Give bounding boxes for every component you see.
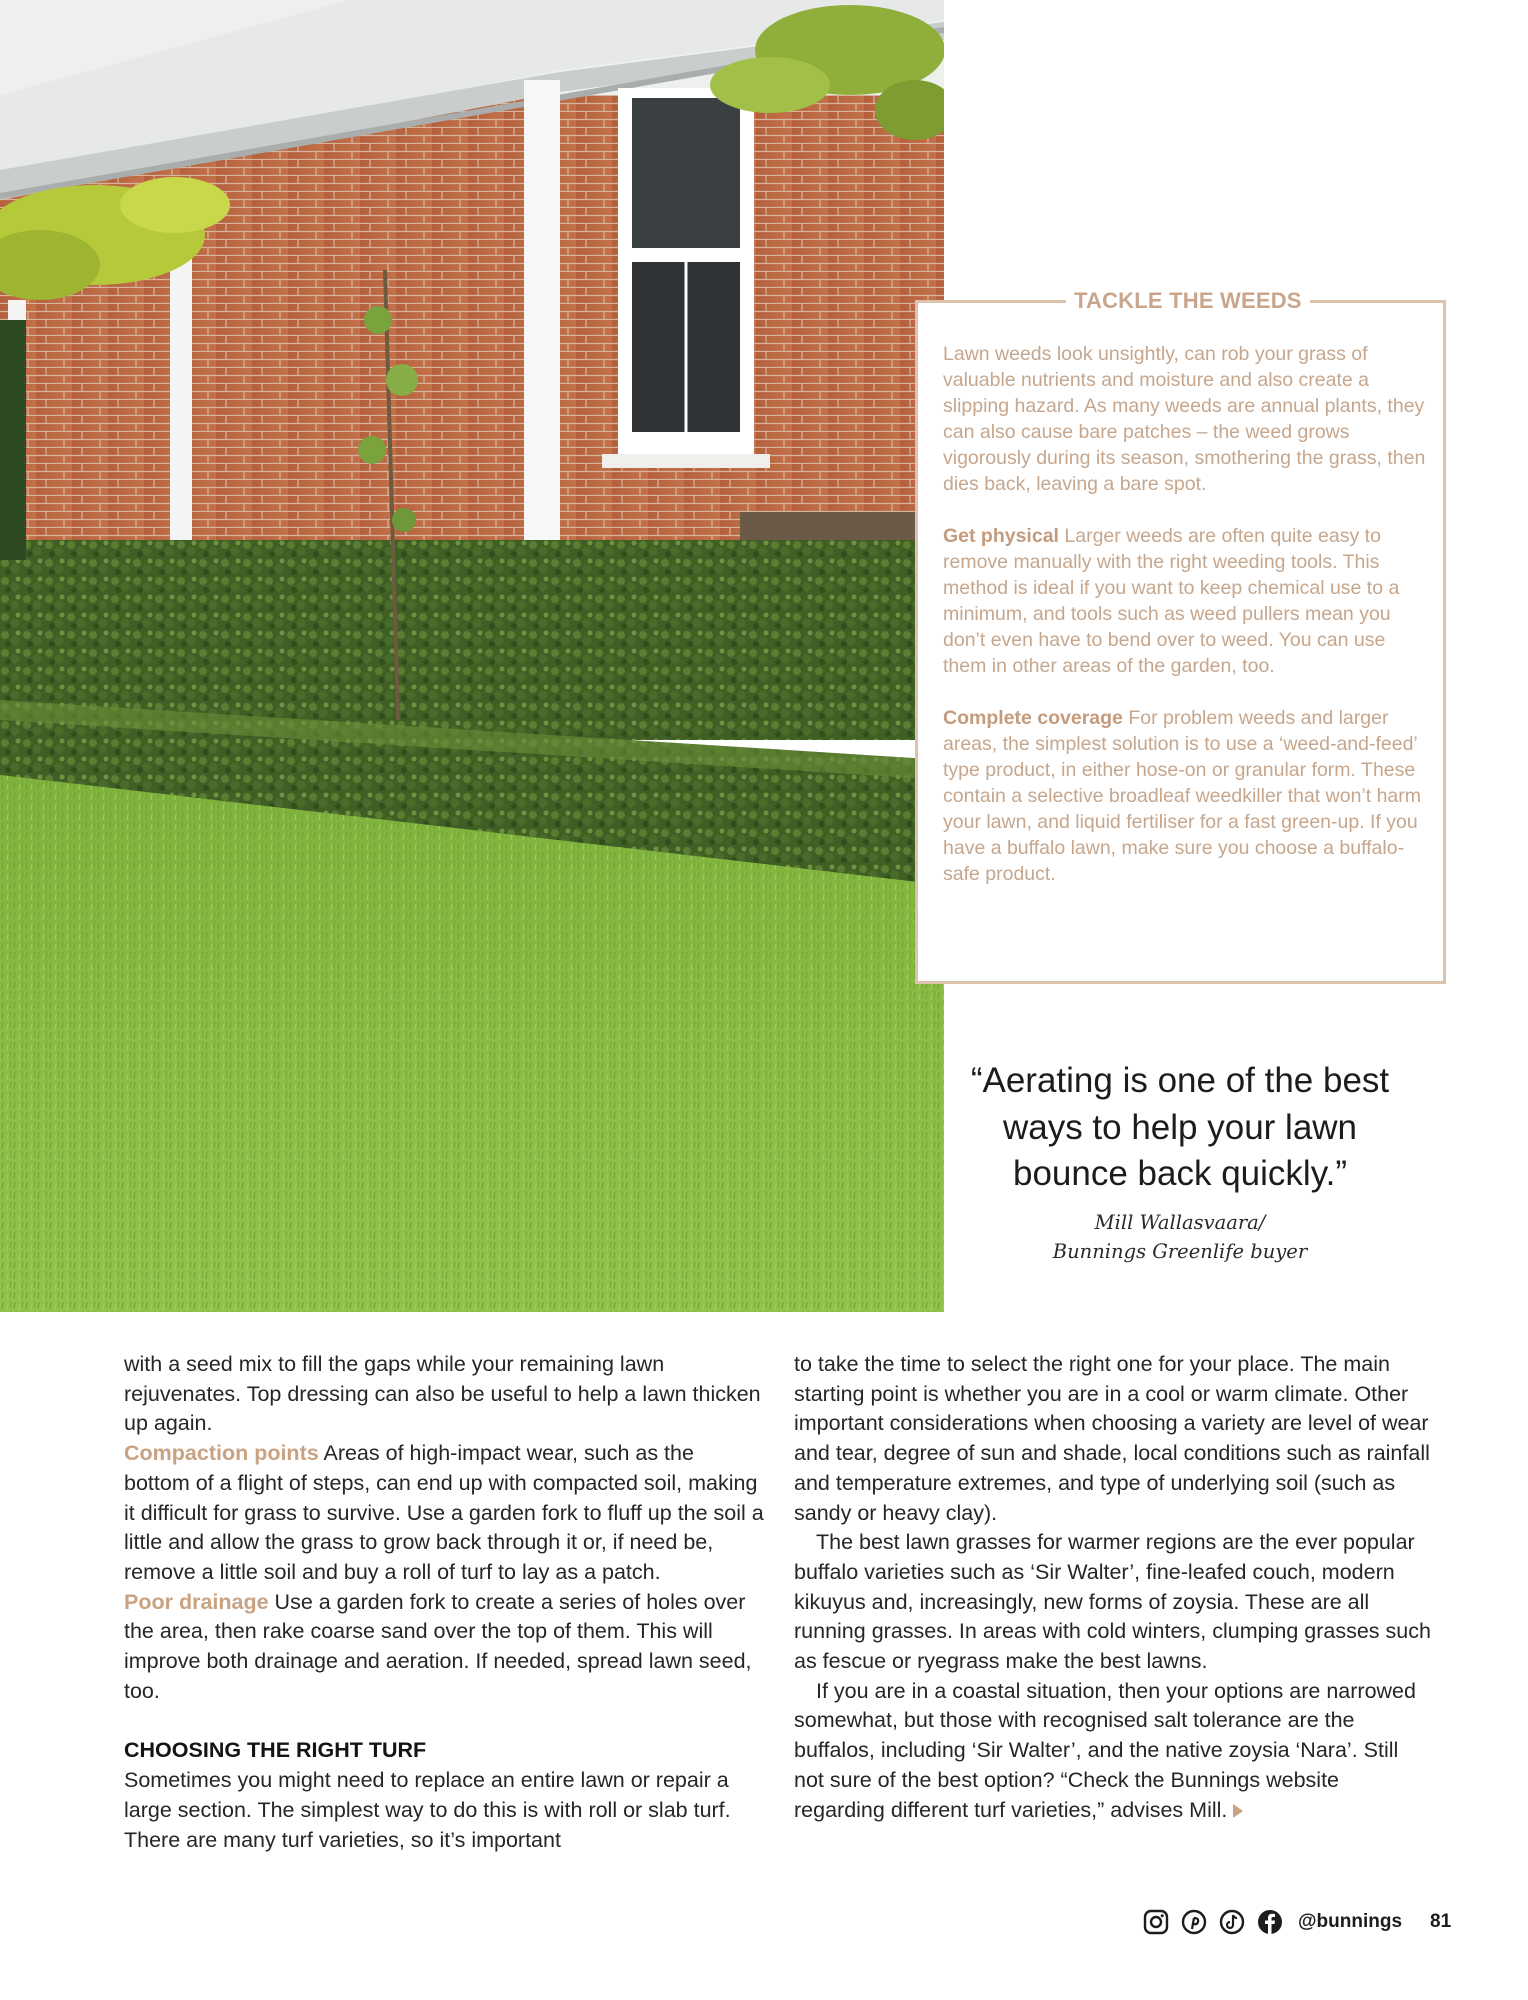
- sidebar-title: TACKLE THE WEEDS: [1066, 287, 1310, 315]
- pinterest-icon[interactable]: [1180, 1908, 1208, 1936]
- subhead-lead: Compaction points: [124, 1441, 319, 1466]
- paragraph-text: Areas of high-impact wear, such as the bottom of a flight of steps, can end up with compacted soil, making it difficult for grass to survive. Use a garden fork to fluff up the soil a little and allow the grass to grow back through it or, if need be, remove a little soil and buy a roll of turf to lay as a patch.: [124, 1441, 764, 1584]
- paragraph: with a seed mix to fill the gaps while your remaining lawn rejuvenates. Top dressing can also be useful to help a lawn thicken up again.: [124, 1352, 761, 1436]
- paragraph-last: [794, 1677, 1434, 1826]
- sidebar-body: [943, 341, 1431, 913]
- poor-drainage-paragraph: [124, 1588, 764, 1707]
- pull-quote-attribution: [944, 1208, 1416, 1266]
- sidebar-section-text: For problem weeds and larger areas, the simplest solution is to use a ‘weed-and-feed’ type product, in either hose-on or granular form. These contain a selective broadleaf weedkiller that won’t harm your lawn, and liquid fertiliser for a fast green-up. If you have a buffalo lawn, make sure you choose a buffalo-safe product.: [943, 707, 1422, 885]
- sidebar-section-complete-coverage: [943, 705, 1431, 887]
- sidebar-section-lead: Complete coverage: [943, 707, 1123, 729]
- facebook-icon[interactable]: [1256, 1908, 1284, 1936]
- compaction-points-paragraph: [124, 1439, 764, 1588]
- paragraph-text: Use a garden fork to create a series of holes over the area, then rake coarse sand over the top of them. This will improve both drainage and aeration. If needed, spread lawn seed, too.: [124, 1589, 752, 1703]
- paragraph-text: If you are in a coastal situation, then your options are narrowed somewhat, but those with recognised salt tolerance are the buffalos, including ‘Sir Walter’, and the native zoysia ‘Nara’. Still not sure of the best option? “Check the Bunnings website regarding different turf varieties,” advises Mill.: [794, 1678, 1416, 1822]
- sidebar-section-get-physical: [943, 523, 1431, 679]
- paragraph: to take the time to select the right one for your place. The main starting point is whether you are in a cool or warm climate. Other important considerations when choosing a variety are level of wear and tear, degree of sun and shade, local conditions such as rainfall and temperature extremes, and type of underlying soil (such as sandy or heavy clay).: [794, 1352, 1430, 1525]
- paragraph: Sometimes you might need to replace an entire lawn or repair a large section. The simplest way to do this is with roll or slab turf. There are many turf varieties, so it’s important: [124, 1768, 731, 1852]
- sidebar-section-text: Larger weeds are often quite easy to remove manually with the right weeding tools. This method is ideal if you want to keep chemical use to a minimum, and tools such as weed pullers mean you don’t even have to bend over to weed. You can use them in other areas of the garden, too.: [943, 525, 1400, 677]
- instagram-icon[interactable]: [1142, 1908, 1170, 1936]
- subhead-lead: Poor drainage: [124, 1589, 269, 1614]
- house-lawn-photo: [0, 0, 944, 1312]
- tackle-weeds-box: [915, 288, 1446, 984]
- right-column: [794, 1350, 1434, 1825]
- quote-author: Mill Wallasvaara/: [1094, 1210, 1266, 1234]
- sidebar-intro: Lawn weeds look unsightly, can rob your grass of valuable nutrients and moisture and also create a slipping hazard. As many weeds are annual plants, they can also cause bare patches – the weed grows vigorously during its season, smothering the grass, then dies back, leaving a bare spot.: [943, 343, 1426, 495]
- end-of-article-icon: [1233, 1804, 1243, 1818]
- social-handle[interactable]: @bunnings: [1298, 1911, 1403, 1932]
- sidebar-section-lead: Get physical: [943, 525, 1059, 547]
- page-footer: [1142, 1904, 1451, 1940]
- paragraph: The best lawn grasses for warmer regions are the ever popular buffalo varieties such as ‘Sir Walter’, fine-leafed couch, modern kikuyus and, increasingly, new forms of zoysia. These are all running grasses. In areas with cold winters, clumping grasses such as fescue or ryegrass make the best lawns.: [794, 1530, 1431, 1674]
- tiktok-icon[interactable]: [1218, 1908, 1246, 1936]
- quote-role: Bunnings Greenlife buyer: [1052, 1239, 1308, 1263]
- page-number: 81: [1430, 1911, 1452, 1932]
- pull-quote: [944, 1058, 1416, 1266]
- pull-quote-text: “Aerating is one of the best ways to help your lawn bounce back quickly.”: [970, 1061, 1390, 1193]
- section-heading: CHOOSING THE RIGHT TURF: [124, 1738, 427, 1763]
- left-column: [124, 1350, 764, 1855]
